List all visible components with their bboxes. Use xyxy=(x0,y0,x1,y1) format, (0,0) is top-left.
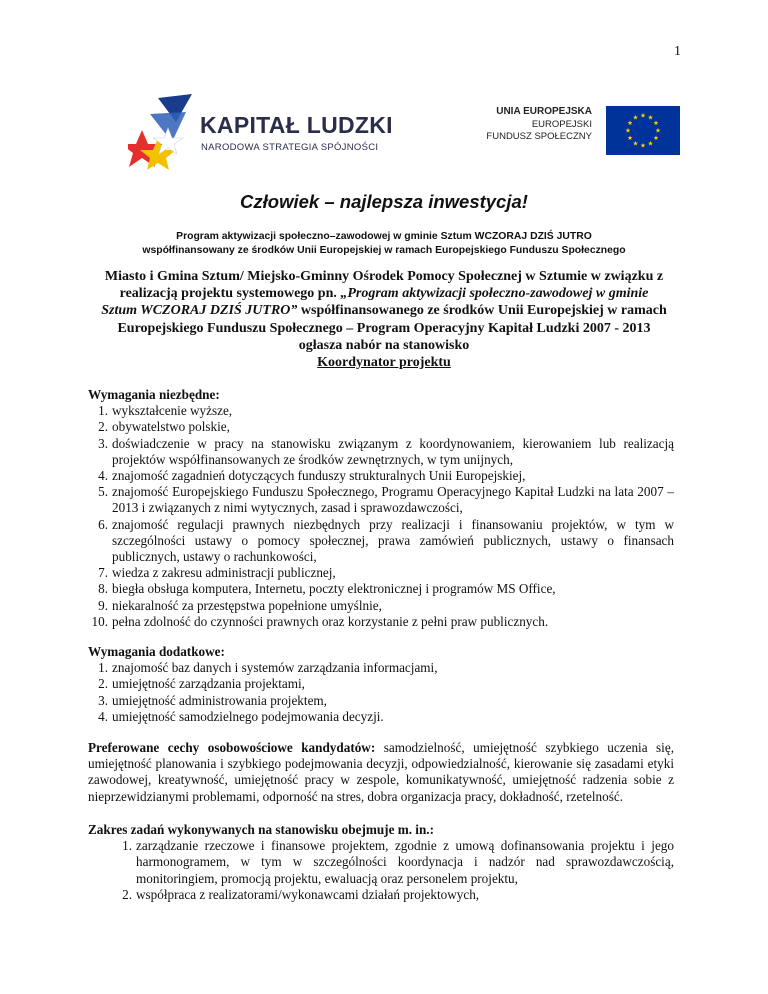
kapital-ludzki-logo xyxy=(128,92,393,172)
eu-line2: EUROPEJSKI xyxy=(531,118,592,130)
list-item xyxy=(88,598,674,614)
traits-section xyxy=(88,740,674,805)
program-banner xyxy=(0,230,768,258)
tasks-list xyxy=(88,838,674,903)
list-item-number: 4. xyxy=(98,468,108,484)
list-item xyxy=(88,709,674,725)
announcement xyxy=(100,268,668,371)
list-item-text: zarządzanie rzeczowe i finansowe projektem, zgodnie z umową dofinansowania projektu i jego harmonogramem, w tym w szczególności koordynacja i nadzór nad sprawozdawczością, monitoringiem, promocją projektu, ewaluacją oraz personelem projektu, xyxy=(136,838,674,886)
list-item xyxy=(88,581,674,597)
list-item-number: 2. xyxy=(122,886,132,902)
list-item-number: 8. xyxy=(98,581,108,597)
eu-line1: UNIA EUROPEJSKA xyxy=(496,106,592,117)
list-item-number: 1. xyxy=(98,660,108,676)
list-item-number: 2. xyxy=(98,676,108,692)
traits-label: Preferowane cechy osobowościowe kandydatów: xyxy=(88,740,376,755)
slogan-heading: Człowiek – najlepsza inwestycja! xyxy=(240,191,528,212)
list-item-text: doświadczenie w pracy na stanowisku związanym z koordynowaniem, kierowaniem lub realizacją projektów współfinansowanych ze środków zewnętrznych, w tym unijnych, xyxy=(112,435,674,467)
list-item-text: wiedza z zakresu administracji publicznej, xyxy=(112,565,336,581)
list-item-number: 4. xyxy=(98,708,108,724)
list-item-number: 2. xyxy=(98,419,108,435)
list-item xyxy=(88,484,674,516)
list-item-number: 6. xyxy=(98,516,108,532)
program-line-2: współfinansowany ze środków Unii Europejskiej w ramach Europejskiego Funduszu Społecznego xyxy=(142,245,626,256)
list-item xyxy=(88,517,674,566)
list-item-text: umiejętność samodzielnego podejmowania decyzji. xyxy=(112,708,384,724)
list-item-number: 10. xyxy=(91,613,108,629)
eu-logo xyxy=(484,106,680,154)
list-item xyxy=(88,419,674,435)
list-item-number: 1. xyxy=(98,403,108,419)
announcement-funding: współfinansowanego ze środków Unii Europejskiej w ramach Europejskiego Funduszu Społecznego – Program Operacyjny Kapitał Ludzki 2007 - 2013 xyxy=(117,303,667,336)
list-item xyxy=(88,468,674,484)
tasks-section xyxy=(88,822,674,903)
list-item-text: współpraca z realizatorami/wykonawcami działań projektowych, xyxy=(136,886,480,902)
additional-section xyxy=(88,644,674,725)
additional-list xyxy=(88,660,674,725)
list-item-number: 7. xyxy=(98,565,108,581)
stars-logo-icon xyxy=(128,92,200,172)
list-item-number: 3. xyxy=(98,692,108,708)
list-item-text: obywatelstwo polskie, xyxy=(112,419,230,435)
announcement-project-name: „Program aktywizacji społeczno-zawodowej w gminie Sztum WCZORAJ DZIŚ JUTRO” xyxy=(101,286,649,319)
list-item-text: biegła obsługa komputera, Internetu, poczty elektronicznej i programów MS Office, xyxy=(112,581,556,597)
kapital-ludzki-subtitle: NARODOWA STRATEGIA SPÓJNOŚCI xyxy=(201,142,379,153)
additional-heading: Wymagania dodatkowe: xyxy=(88,644,225,659)
required-list xyxy=(88,403,674,630)
announcement-intro: Miasto i Gmina Sztum/ Miejsko-Gminny Ośrodek Pomocy Społecznej w Sztumie w związku z realizacją projektu systemowego pn. xyxy=(104,269,664,302)
eu-line3: FUNDUSZ SPOŁECZNY xyxy=(486,131,592,142)
list-item-text: umiejętność administrowania projektem, xyxy=(112,692,327,708)
tasks-heading: Zakres zadań wykonywanych na stanowisku obejmuje m. in.: xyxy=(88,822,434,837)
list-item-number: 5. xyxy=(98,484,108,500)
traits-text: samodzielność, umiejętność szybkiego uczenia się, umiejętność planowania i szybkiego podejmowania decyzji, odpowiedzialność, kierowanie się zasadami etyki zawodowej, kreatywność, umiejętność pracy w zespole, komunikatywność, umiejętność radzenia sobie z nieprzewidzianymi problemami, odporność na stres, dobra organizacja pracy, dokładność, rzetelność. xyxy=(88,740,674,804)
list-item xyxy=(88,403,674,419)
list-item xyxy=(88,660,674,676)
list-item-text: znajomość Europejskiego Funduszu Społecznego, Programu Operacyjnego Kapitał Ludzki na lata 2007 – 2013 i związanych z nimi wytycznych, zasad i sprawozdawczości, xyxy=(112,484,674,516)
list-item xyxy=(88,887,674,903)
list-item-text: wykształcenie wyższe, xyxy=(112,403,233,419)
list-item-text: umiejętność zarządzania projektami, xyxy=(112,676,305,692)
list-item-text: pełna zdolność do czynności prawnych oraz korzystanie z pełni praw publicznych. xyxy=(112,613,549,629)
page-number: 1 xyxy=(674,44,681,59)
program-line-1: Program aktywizacji społeczno–zawodowej w gminie Sztum WCZORAJ DZIŚ JUTRO xyxy=(176,231,592,242)
list-item xyxy=(88,693,674,709)
position-title: Koordynator projektu xyxy=(317,355,451,371)
eu-text-block xyxy=(486,106,592,144)
list-item xyxy=(88,838,674,887)
announcement-nabor: ogłasza nabór na stanowisko xyxy=(298,337,470,353)
list-item-text: niekaralność za przestępstwa popełnione umyślnie, xyxy=(112,597,382,613)
kapital-ludzki-title: KAPITAŁ LUDZKI xyxy=(200,112,393,138)
list-item-text: znajomość regulacji prawnych niezbędnych przy realizacji i finansowaniu projektów, w tym w szczególności ustawy o pomocy społecznej, prawa zamówień publicznych, ustawy o finansach publicznych, ustawy o rachunkowości, xyxy=(112,516,674,565)
required-heading: Wymagania niezbędne: xyxy=(88,387,220,402)
list-item xyxy=(88,565,674,581)
list-item-number: 3. xyxy=(98,435,108,451)
list-item xyxy=(88,676,674,692)
list-item-number: 9. xyxy=(98,597,108,613)
eu-flag-icon xyxy=(606,106,680,155)
list-item xyxy=(88,436,674,468)
list-item xyxy=(88,614,674,630)
list-item-number: 1. xyxy=(122,838,132,854)
list-item-text: znajomość zagadnień dotyczących funduszy strukturalnych Unii Europejskiej, xyxy=(112,468,526,484)
required-section xyxy=(88,387,674,630)
list-item-text: znajomość baz danych i systemów zarządzania informacjami, xyxy=(112,660,438,676)
